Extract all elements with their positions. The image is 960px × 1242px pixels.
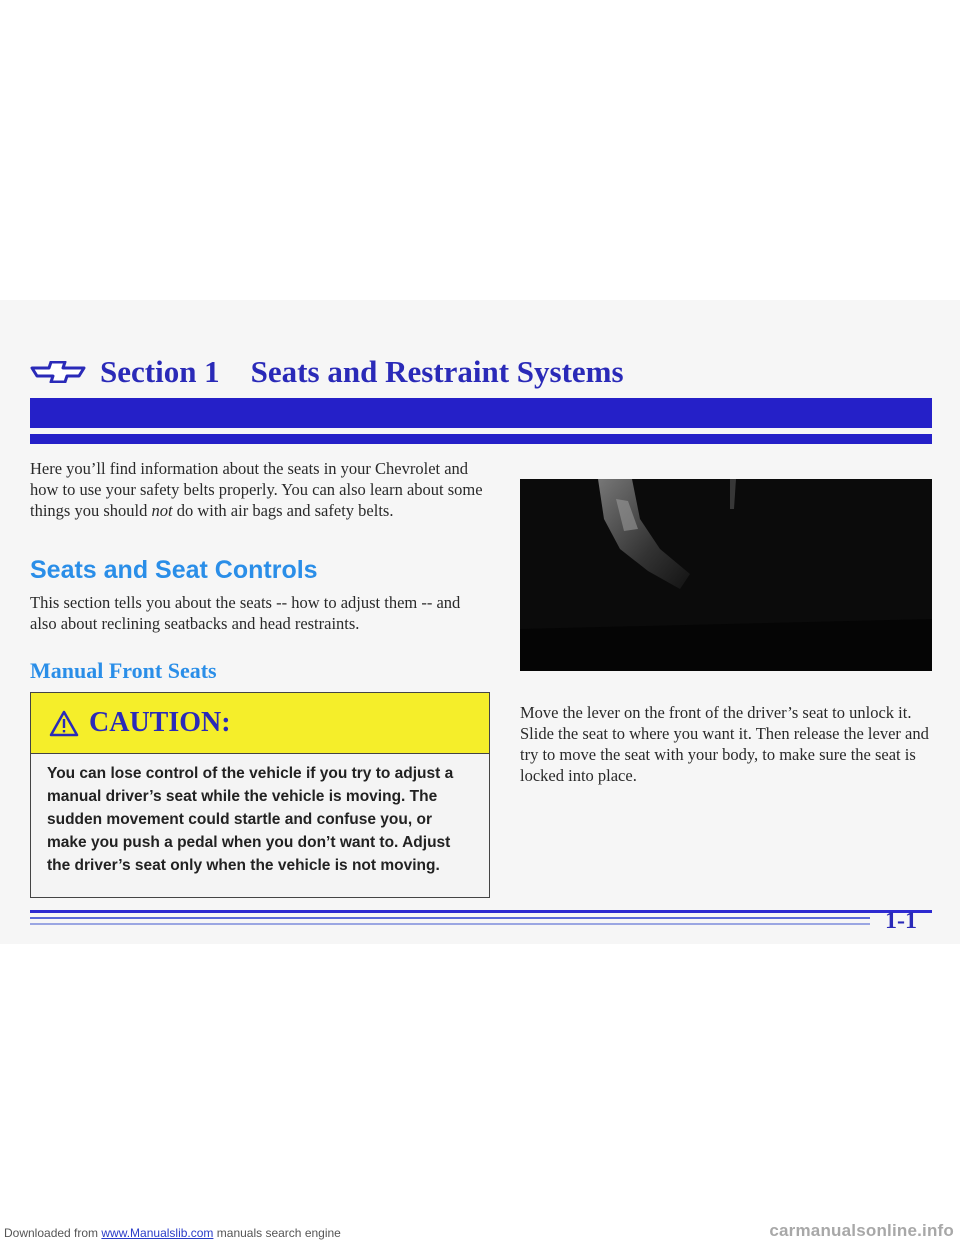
manualslib-link[interactable]: www.Manualslib.com [101,1226,214,1240]
section-header [30,352,624,392]
download-prefix: Downloaded from [4,1226,102,1240]
footer-rule [30,910,932,913]
manual-page [0,300,960,944]
seats-heading: Seats and Seat Controls [30,556,318,584]
intro-before: Here you’ll find information about the seats in your Chevrolet and how to use your safety belts properly. You can also learn about some things you should [30,459,483,520]
download-suffix: manuals search engine [213,1226,341,1240]
intro-emphasis: not [151,501,173,520]
header-band-bottom [30,434,932,444]
manual-front-seats-heading: Manual Front Seats [30,658,217,683]
seat-lever-photo [520,479,932,671]
seat-adjust-instructions: Move the lever on the front of the driver’s seat to unlock it. Slide the seat to where you want it. Then release the lever and try to move the seat with your body, to make sure the seat is locked into place. [520,703,929,785]
seats-paragraph: This section tells you about the seats -- how to adjust them -- and also about reclining seatbacks and head restraints. [30,593,461,633]
header-band-top [30,398,932,428]
chevrolet-bowtie-icon [30,361,86,383]
caution-text: You can lose control of the vehicle if you try to adjust a manual driver’s seat while the vehicle is moving. The sudden movement could startle and confuse you, or make you push a pedal when you don’t want to. Adjust the driver’s seat only when the vehicle is not moving. [47,765,454,874]
watermark: carmanualsonline.info [769,1221,954,1240]
intro-paragraph [30,458,490,521]
caution-box [30,692,490,898]
page-number: 1-1 [885,908,917,934]
footer-rule-thin [30,917,870,919]
caution-header [31,693,489,754]
footer-rule-faint [30,923,870,925]
download-source-bar [4,1226,341,1240]
intro-after: do with air bags and safety belts. [172,501,394,520]
caution-label: CAUTION: [89,707,231,738]
section-title: Section 1 Seats and Restraint Systems [100,354,624,389]
warning-triangle-icon [49,710,79,737]
